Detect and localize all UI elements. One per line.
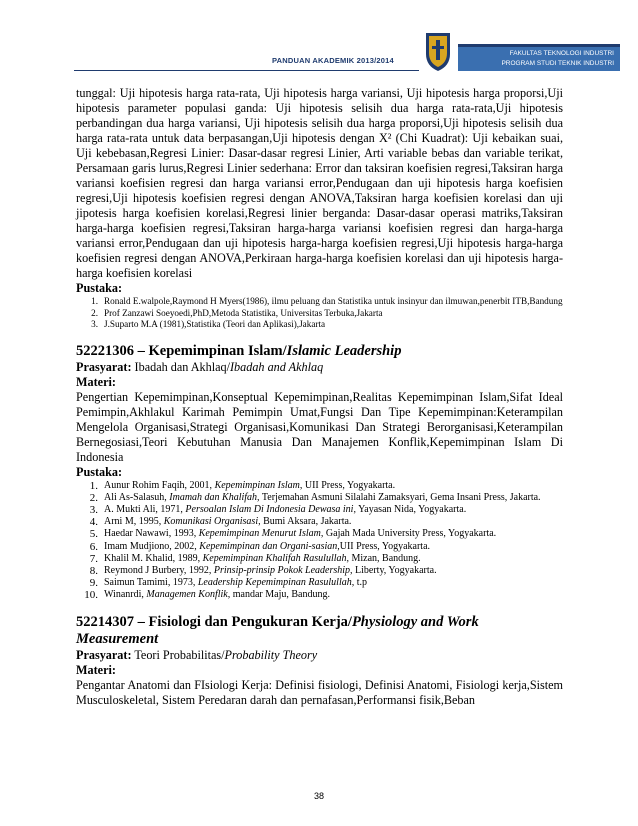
intro-pustaka-label: Pustaka: <box>76 281 123 295</box>
pustaka-label: Pustaka: <box>76 464 123 479</box>
page-number: 38 <box>313 791 324 801</box>
header-rule <box>74 70 419 71</box>
list-item: 3. J.Suparto M.A (1981),Statistika (Teori dan Aplikasi),Jakarta <box>91 319 326 329</box>
materi-label: Materi: <box>76 374 116 389</box>
list-item: 4. Arni M, 1995, Komunikasi Organisasi, Bumi Aksara, Jakarta. <box>89 516 352 529</box>
header-faculty: FAKULTAS TEKNOLOGI INDUSTRI <box>509 50 614 57</box>
list-item: 9. Saimun Tamimi, 1973, Leadership Kepemimpinan Rasulullah, t.p <box>89 577 368 590</box>
list-item: 8. Reymond J Burbery, 1992, Prinsip-prinsip Pokok Leadership, Liberty, Yogyakarta. <box>89 564 437 577</box>
header-title: PANDUAN AKADEMIK 2013/2014 <box>272 56 394 65</box>
list-item: 10. Winanrdi, Managemen Konflik, mandar Maju, Bandung. <box>84 589 330 602</box>
university-logo-icon <box>423 30 453 72</box>
page-header <box>0 30 638 70</box>
list-item: 7. Khalil M. Khalid, 1989, Kepemimpinan Khalifah Rasulullah, Mizan, Bandung. <box>89 552 421 565</box>
materi-text: Pengertian Kepemimpinan,Konseptual Kepemimpinan,Realitas Kepemimpinan Islam,Sifat Ideal Pemimpin,Akhlakul Karimah Pemimpin Umat,Fungsi Dan Tipe Kepemimpinan:Keterampilan Mengelola Organisasi,Strategi Organisasi,Komunikasi Dan Strategi Berorganisasi,Keterampilan Bernegosiasi,Teori Kebutuhan Manusia Dan Manajemen Konflik,Kepemimpinan Islam Di Indonesia <box>76 389 563 464</box>
course-heading: 52221306 – Kepemimpinan Islam/Islamic Leadership <box>76 342 402 359</box>
header-program: PROGRAM STUDI TEKNIK INDUSTRI <box>501 60 614 67</box>
list-item: 3. A. Mukti Ali, 1971, Persoalan Islam Di Indonesia Dewasa ini, Yayasan Nida, Yogyakarta. <box>89 503 467 516</box>
prerequisite: Prasyarat: Ibadah dan Akhlaq/Ibadah and Akhlaq <box>76 359 324 374</box>
list-item: 1. Ronald E.walpole,Raymond H Myers(1986), ilmu peluang dan Statistika untuk insinyur dan ilmuwan,penerbit ITB,Bandung <box>91 296 563 306</box>
header-faculty-box <box>458 44 620 71</box>
list-item: 1. Aunur Rohim Faqih, 2001, Kepemimpinan Islam, UII Press, Yogyakarta. <box>89 479 396 492</box>
materi-text: Pengantar Anatomi dan FIsiologi Kerja: Definisi fisiologi, Definisi Anatomi, Fisiologi kerja,Sistem Musculoskeletal, Sistem Peredaran darah dan pernafasan,Performansi fisik,Beban <box>76 677 563 707</box>
intro-paragraph: tunggal: Uji hipotesis harga rata-rata, Uji hipotesis harga variansi, Uji hipotesis harga proporsi,Uji hipotesis parameter populasi ganda: Uji hipotesis selisih dua harga rata-rata,Uji hipotesis perbandingan dua harga variansi, Uji hipotesis selisih dua harga proporsi,Uji hipotesis selisih dua harga rata-rata untuk data berpasangan,Uji hipotesis dengan X² (Chi Kuadrat): Uji kebaikan suai, Uji kebebasan,Regresi Linier: Dasar-dasar regresi Linier, Arti variable bebas dan variable terikat, Persamaan garis lurus,Regresi Linier sederhana: Error dan taksiran koefisien regresi,Taksiran harga variansi koefisien regresi dan harga variansi error,Pendugaan dan uji hipotesis harga koefisien regresi,Uji hipotesis koefisien regresi dengan ANOVA,Taksiran harga koefisien korelasi dan uji jipotesis harga koefisien korelasi,Regresi linier berganda: Dasar-dasar operasi matriks,Taksiran harga-harga koefisien regresi,Taksiran harga-harga variansi koefisien regresi dan harga-harga variansi error,Pendugaan dan uji hipotesis harga-harga koefisien regresi,Uji hipotesis harga-harga koefisien regresi dengan ANOVA,Perkiraan harga-harga koefisien korelasi dan uji hipotesis harga-harga koefisien korelasi <box>76 86 563 280</box>
list-item: 2. Ali As-Salasuh, Imamah dan Khalifah, Terjemahan Asmuni Silalahi Zamaksyari, Gema Insani Press, Jakarta. <box>89 491 541 504</box>
course-heading: 52214307 – Fisiologi dan Pengukuran Kerja/Physiology and Work Measurement <box>76 613 479 647</box>
prerequisite: Prasyarat: Teori Probabilitas/Probability Theory <box>76 647 318 662</box>
reference-list <box>76 480 563 602</box>
list-item: 5. Haedar Nawawi, 1993, Kepemimpinan Menurut Islam, Gajah Mada University Press, Yogyakarta. <box>89 528 497 541</box>
materi-label: Materi: <box>76 662 116 677</box>
intro-reference-list <box>76 296 563 331</box>
list-item: 2. Prof Zanzawi Soeyoedi,PhD,Metoda Statistika, Universitas Terbuka,Jakarta <box>91 307 383 318</box>
page-content <box>76 86 563 708</box>
list-item: 6. Imam Mudjiono, 2002, Kepemimpinan dan Organi-sasian,UII Press, Yogyakarta. <box>89 540 431 553</box>
